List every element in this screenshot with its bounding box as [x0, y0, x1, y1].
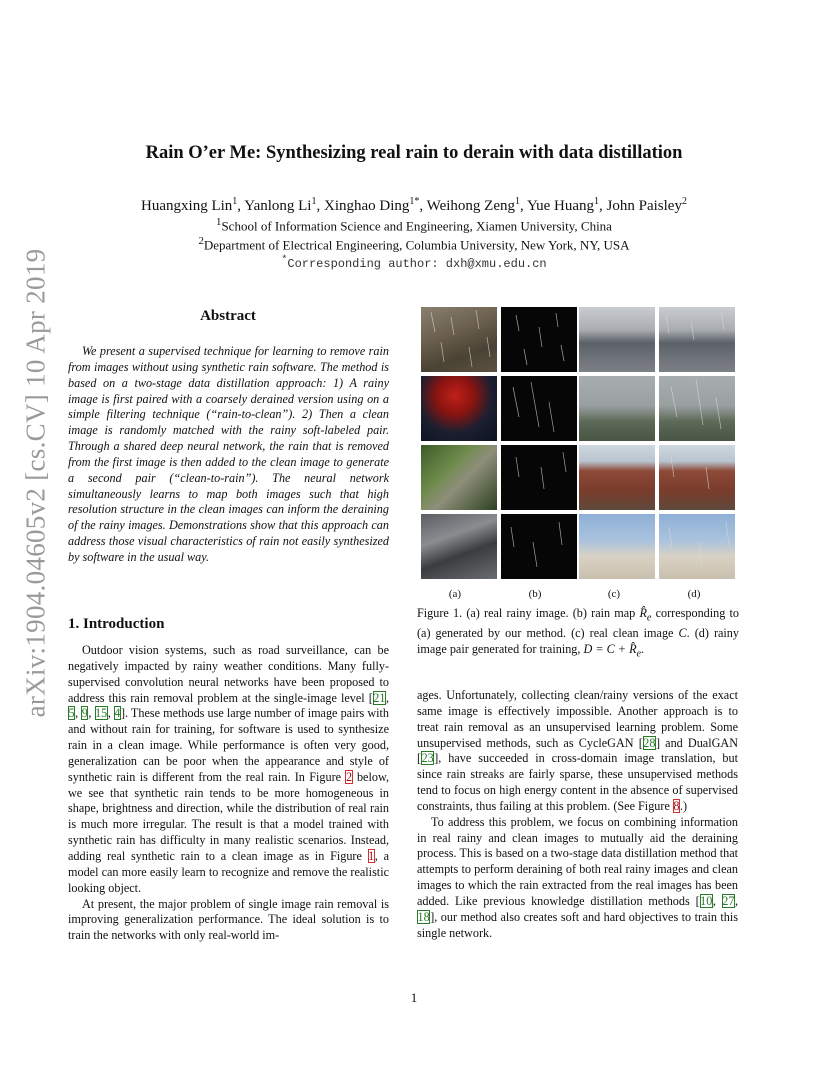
abstract-body	[68, 344, 389, 566]
figure-sublabel-c: (c)	[607, 588, 621, 600]
citation-link[interactable]: 9	[81, 706, 88, 721]
author-name: John Paisley$^2$	[606, 196, 687, 214]
citation-link[interactable]: 5	[68, 706, 75, 721]
citation-link[interactable]: 10	[700, 893, 713, 908]
author-name: Yue Huang$^1$	[526, 196, 600, 214]
figure-sublabel-a: (a)	[448, 588, 462, 600]
author-name: Weihong Zeng$^1$	[426, 196, 520, 214]
affiliation-1	[0, 216, 828, 234]
affiliation-2-sup: 2	[198, 235, 204, 247]
author-name: Yanlong Li$^1$	[244, 196, 317, 214]
author-list: Huangxing Lin$^1$, Yanlong Li$^1$, Xinghao Ding$^{1*}$, Weihong Zeng$^1$, Yue Huang$^1$, John Paisley$^2$	[141, 196, 687, 214]
citation-link[interactable]: 21	[373, 690, 386, 705]
citation-link[interactable]: 18	[417, 909, 430, 924]
math-subscript: e	[646, 612, 652, 624]
author-name: Xinghao Ding$^{1*}$	[323, 196, 420, 214]
intro-paragraph-2: At present, the major problem of single image rain removal is improving generalization performance. The ideal solution is to train the networks with only real-world im-	[68, 896, 389, 943]
author-affiliation-sup: 1	[515, 196, 520, 207]
figure-ref-link[interactable]: 2	[345, 769, 353, 784]
right-paragraph-2: To address this problem, we focus on combining information in real rainy and clean images to mutually aid the deraining process. This is based on a two-stage data distillation method that attempts to perform deraining of both real rainy images and clean images to which the rain extracted from the real images has been added. Like previous knowledge distillation methods [10, 27, 18], our method also creates soft and hard objectives to train this single network.	[417, 814, 739, 940]
affiliation-2	[0, 235, 828, 253]
figure-ref-link[interactable]: 1	[368, 848, 375, 863]
author-affiliation-sup: 1*	[409, 196, 420, 207]
author-affiliation-sup: 2	[681, 196, 687, 207]
figure-1-caption: Figure 1. (a) real rainy image. (b) rain map $R̂_e$ corresponding to (a) generated by our method. (c) real clean image C. (d) rainy image pair generated for training, $D = C + R̂_e$.	[417, 606, 739, 660]
right-column-body	[417, 688, 738, 942]
intro-body	[68, 643, 389, 944]
math-symbol: R̂	[639, 606, 647, 620]
corresponding-sup: *	[281, 255, 288, 266]
citation-link[interactable]: 4	[114, 706, 121, 721]
abstract-heading: Abstract	[200, 308, 256, 324]
citation-link[interactable]: 15	[95, 706, 108, 721]
intro-paragraph-1: Outdoor vision systems, such as road surveillance, can be negatively impacted by rainy weather conditions. Many fully-supervised convolution neural networks have been proposed to address this rain removal problem at the single-image level [21, 5, 9, 15, 4]. These methods use large number of image pairs with and without rain for training, for software is used to synthesize rain in a clean image. While performance is often very good, generalization can be poor when the appearance and style of synthetic rain is different from the real rain. In Figure 2 below, we see that synthetic rain tends to be more homogeneous in shape, brightness and direction, while the distribution of real rain is much more irregular. The result is that a model trained with synthetic rain has difficulty in many realistic scenarios. Instead, adding real synthetic rain to a clean image as in Figure 1, a model can more easily learn to recognize and remove the realistic looking object.	[68, 643, 390, 895]
author-affiliation-sup: 1	[232, 196, 238, 207]
affiliation-1-sup: 1	[216, 216, 222, 228]
corresponding-author	[0, 255, 828, 271]
affiliation-2-text: Department of Electrical Engineering, Columbia University, New York, NY, USA	[203, 237, 630, 253]
citation-link[interactable]: 27	[722, 893, 735, 908]
corresponding-email: Corresponding author: dxh@xmu.edu.cn	[287, 257, 547, 271]
page-number: 1	[410, 990, 418, 1005]
section-heading-introduction: 1. Introduction	[68, 616, 165, 632]
figure-sublabel-d: (d)	[687, 588, 701, 600]
citation-link[interactable]: 28	[643, 735, 656, 750]
citation-link[interactable]: 23	[421, 751, 434, 766]
author-affiliation-sup: 1	[311, 196, 317, 207]
author-affiliation-sup: 1	[594, 196, 600, 207]
affiliation-1-text: School of Information Science and Engineering, Xiamen University, China	[221, 218, 612, 234]
math-symbol: C	[678, 626, 687, 641]
math-symbol: D = C + R̂	[583, 642, 637, 657]
right-paragraph-1: ages. Unfortunately, collecting clean/rainy versions of the exact same image is effectively impossible. Another approach is to treat rain removal as an unsupervised learning problem. Some unsupervised methods, such as CycleGAN [28] and DualGAN [23], have succeeded in cross-domain image translation, but since rain streaks are fairly sparse, these unsupervised methods tend to focus on high energy content in the absence of supervised constraints, thus failing at this problem. (See Figure 8.)	[417, 688, 738, 813]
abstract-text: We present a supervised technique for learning to remove rain from images without using synthetic rain software. The method is based on a two-stage data distillation approach: 1) A rainy image is first paired with a coarsely derained version using on a simple filtering technique (“rain-to-clean”). 2) Then a clean image is randomly matched with the rainy soft-labeled pair. Through a shared deep neural network, the rain that is removed from the first image is then added to the clean image to generate a second pair (“clean-to-rain”). The neural network simultaneously learns to map both images such that high resolution structure in the clean images can inform the deraining of the rainy images. Demonstrations show that this approach can address those visual characteristics of rain not easily synthesized by software in the usual way.	[68, 344, 389, 564]
math-subscript: e	[636, 648, 642, 660]
paper-title: Rain O’er Me: Synthesizing real rain to derain with data distillation	[145, 143, 683, 163]
figure-ref-link[interactable]: 8	[673, 798, 680, 813]
arxiv-stamp	[14, 248, 58, 718]
figure-1	[421, 307, 738, 580]
author-name: Huangxing Lin$^1$	[141, 196, 238, 214]
figure-sublabel-b: (b)	[528, 588, 542, 600]
arxiv-stamp-text: arXiv:1904.04605v2 [cs.CV] 10 Apr 2019	[20, 248, 51, 718]
figure-rain-overlay	[421, 307, 738, 580]
